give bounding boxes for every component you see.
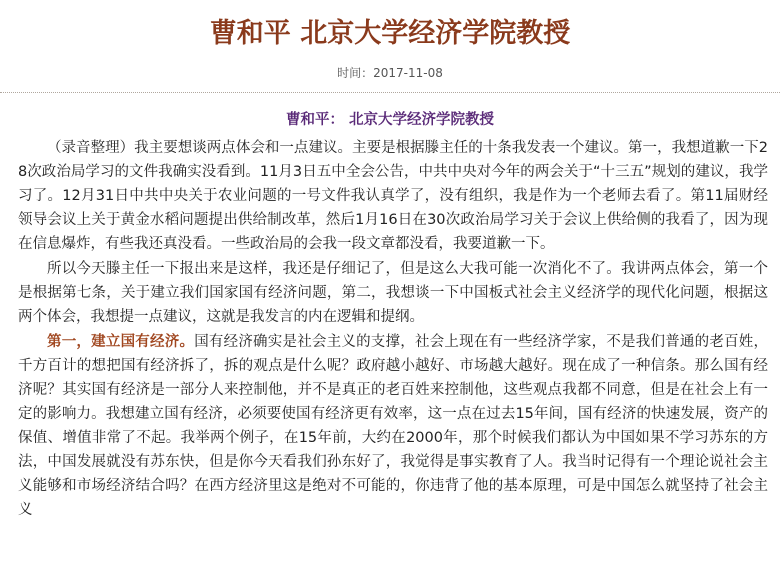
paragraph-3 (18, 330, 768, 522)
paragraph-1 (18, 136, 768, 256)
page-title: 曹和平 北京大学经济学院教授 (209, 18, 571, 49)
paragraph-3-text: 国有经济确实是社会主义的支撑，社会上现在有一些经济学家，不是我们普通的老百姓，千方百计的想把国有经济拆了，拆的观点是什么呢？政府越小越好、市场越大越好。现在成了一种信条。那么国有经济呢？其实国有经济是一部分人来控制他，并不是真正的老百姓来控制他，这些观点我都不同意，但是在社会上有一定的影响力。我想建立国有经济，必须要使国有经济更有效率，这一点在过去15年间，国有经济的快速发展，资产的保值、增值非常了不起。我举两个例子，在15年前，大约在2000年，那个时候我们都认为中国如果不学习苏东的方法，中国发展就没有苏东快，但是你今天看我们孙东好了，我觉得是事实教育了人。我当时记得有一个理论说社会主义能够和市场经济结合吗？在西方经济里这是绝对不可能的，你违背了他的基本原理，可是中国怎么就坚持了社会主义 (18, 334, 768, 518)
article-body (18, 136, 768, 523)
publish-date: 时间：2017-11-08 (337, 66, 443, 80)
paragraph-3-lead: 第一，建立国有经济。 (47, 334, 195, 350)
article-subtitle: 曹和平： 北京大学经济学院教授 (285, 112, 495, 128)
paragraph-1-text: （录音整理）我主要想谈两点体会和一点建议。主要是根据滕主任的十条我发表一个建议。第一，我想道歉一下28次政治局学习的文件我确实没看到。11月3日五中全会公告，中共中央对今年的两会关于“十三五”规划的建议，我学习了。12月31日中共中央关于农业问题的一号文件我认真学了，没有组织，我是作为一个老师去看了。第11届财经领导会议上关于黄金水稻问题提出供给制改革，然后1月16日在30次政治局学习关于会议上供给侧的我看了，因为现在信息爆炸，有些我还真没看。一些政治局的会我一段文章都没看，我要道歉一下。 (18, 140, 768, 252)
title-divider (0, 92, 780, 93)
paragraph-2-text: 所以今天滕主任一下报出来是这样，我还是仔细记了，但是这么大我可能一次消化不了。我讲两点体会，第一个是根据第七条，关于建立我们国家国有经济问题，第二，我想谈一下中国板式社会主义经济学的现代化问题，根据这两个体会，我想提一点建议，这就是我发言的内在逻辑和提纲。 (18, 261, 768, 325)
paragraph-2 (18, 257, 768, 329)
